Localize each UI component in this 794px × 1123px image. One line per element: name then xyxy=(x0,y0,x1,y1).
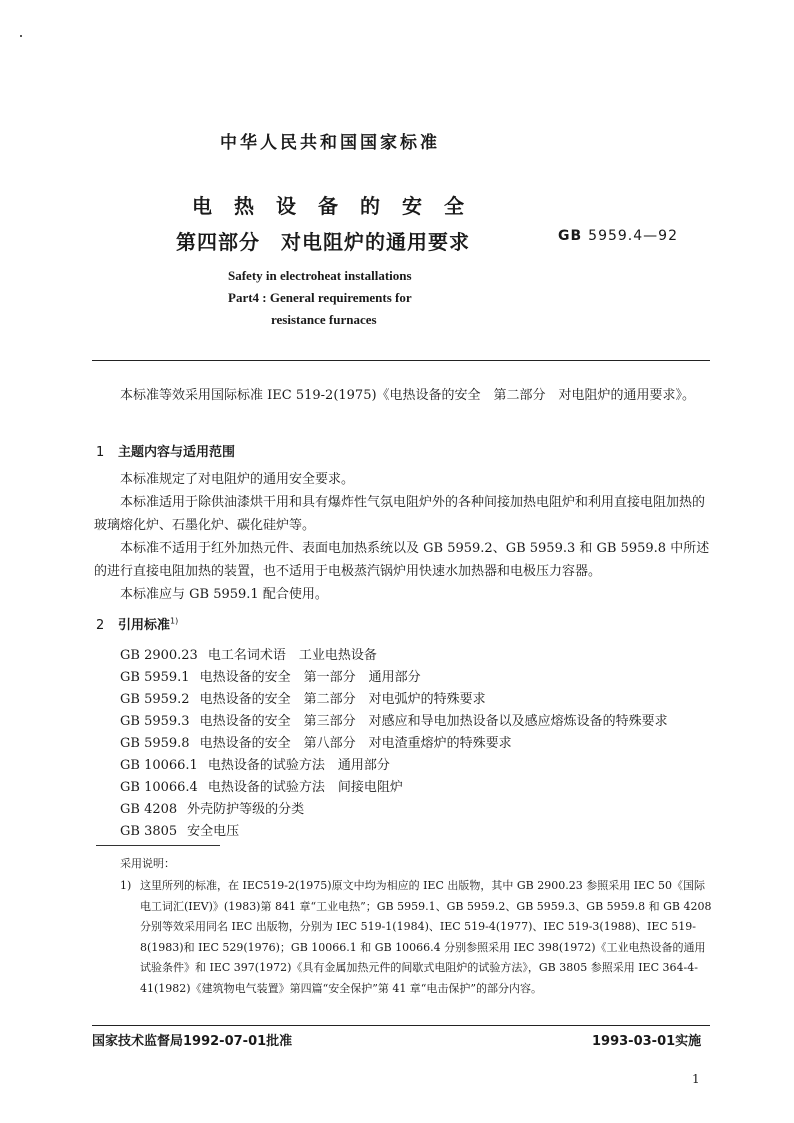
reference-title: 外壳防护等级的分类 xyxy=(187,802,305,817)
english-title-line-2: Part4 : General requirements for xyxy=(228,290,412,305)
intro-paragraph: 本标准等效采用国际标准 IEC 519-2(1975)《电热设备的安全 第二部分 对电阻炉的通用要求》。 xyxy=(120,388,696,403)
reference-code: GB 2900.23 xyxy=(120,648,198,663)
reference-title: 电工名词术语 工业电热设备 xyxy=(207,648,377,663)
section-1-title: 主题内容与适用范围 xyxy=(118,445,236,460)
section-1-heading xyxy=(96,441,235,460)
approval-date: 国家技术监督局1992-07-01批准 xyxy=(92,1034,293,1049)
adoption-note-text: 这里所列的标准，在 IEC519-2(1975)原文中均为相应的 IEC 出版物，其中 GB 2900.23 参照采用 IEC 50《国际电工词汇(IEV)》(1983)第 841 章“工业电热”；GB 5959.1、GB 5959.2、GB 5959.3、GB 5959.8 和 GB 4208 分别等效采用同名 IEC 出版物，分别为 IEC 519-1(1984)、IEC 519-4(1977)、IEC 519-3(1988)、IEC 519-8(1983)和 IEC 529(1976)；GB 10066.1 和 GB 10066.4 分别参照采用 IEC 398(1972)《工业电热设备的通用试验条件》和 IEC 397(1972)《具有金属加热元件的间歇式电阻炉的试验方法》，GB 3805 参照采用 IEC 364-4-41(1982)《建筑物电气装置》第四篇“安全保护”第 41 章“电击保护”的部分内容。 xyxy=(140,879,712,995)
section-2-title: 引用标准 xyxy=(118,618,171,633)
header-divider xyxy=(92,360,710,361)
reference-title: 电热设备的安全 第一部分 通用部分 xyxy=(199,670,421,685)
reference-code: GB 5959.3 xyxy=(120,714,190,729)
national-standard-heading: 中华人民共和国国家标准 xyxy=(220,133,440,153)
section-1-paragraph-3: 本标准不适用于红外加热元件、表面电加热系统以及 GB 5959.2、GB 5959.3 和 GB 5959.8 中所述的进行直接电阻加热的装置，也不适用于电极蒸汽锅炉用快速水加热器和电极压力容器。 xyxy=(94,541,710,579)
implementation-date: 1993-03-01实施 xyxy=(592,1034,702,1049)
section-1-paragraph-4: 本标准应与 GB 5959.1 配合使用。 xyxy=(120,587,328,602)
standard-code xyxy=(558,228,678,244)
reference-title: 安全电压 xyxy=(187,824,240,839)
reference-code: GB 10066.1 xyxy=(120,758,198,773)
section-2-heading xyxy=(96,614,178,633)
reference-title: 电热设备的安全 第八部分 对电渣重熔炉的特殊要求 xyxy=(199,736,512,751)
document-subtitle: 第四部分 对电阻炉的通用要求 xyxy=(176,230,470,254)
section-2-number: 2 xyxy=(96,618,105,633)
english-title-line-1: Safety in electroheat installations xyxy=(228,268,412,283)
page-number: 1 xyxy=(692,1072,700,1086)
reference-item xyxy=(120,688,486,707)
section-1-number: 1 xyxy=(96,445,105,460)
footer-divider xyxy=(92,1025,710,1026)
reference-item xyxy=(120,666,421,685)
adoption-note-title: 采用说明： xyxy=(120,857,175,870)
reference-code: GB 5959.2 xyxy=(120,692,190,707)
reference-item xyxy=(120,820,239,839)
english-title-line-3: resistance furnaces xyxy=(271,312,377,327)
adoption-note-number: 1) xyxy=(120,879,132,892)
reference-item xyxy=(120,798,304,817)
reference-title: 电热设备的试验方法 通用部分 xyxy=(207,758,390,773)
footnote-divider xyxy=(96,845,220,846)
reference-code: GB 4208 xyxy=(120,802,178,817)
standard-number: 5959.4—92 xyxy=(588,228,678,244)
reference-code: GB 5959.1 xyxy=(120,670,190,685)
reference-code: GB 3805 xyxy=(120,824,178,839)
section-1-paragraph-1: 本标准规定了对电阻炉的通用安全要求。 xyxy=(120,472,355,487)
scan-speck xyxy=(20,35,22,37)
section-1-paragraph-2: 本标准适用于除供油漆烘干用和具有爆炸性气氛电阻炉外的各种间接加热电阻炉和利用直接电阻加热的玻璃熔化炉、石墨化炉、碳化硅炉等。 xyxy=(94,495,706,533)
standard-prefix: GB xyxy=(558,228,583,244)
reference-code: GB 10066.4 xyxy=(120,780,198,795)
reference-code: GB 5959.8 xyxy=(120,736,190,751)
adoption-note xyxy=(120,876,712,999)
reference-title: 电热设备的安全 第三部分 对感应和导电加热设备以及感应熔炼设备的特殊要求 xyxy=(199,714,668,729)
document-title: 电热设备的安全 xyxy=(192,194,486,218)
reference-item xyxy=(120,732,512,751)
reference-item xyxy=(120,644,377,663)
reference-title: 电热设备的安全 第二部分 对电弧炉的特殊要求 xyxy=(199,692,486,707)
footnote-mark: 1) xyxy=(170,616,179,626)
reference-item xyxy=(120,776,403,795)
reference-item xyxy=(120,710,668,729)
reference-item xyxy=(120,754,390,773)
reference-title: 电热设备的试验方法 间接电阻炉 xyxy=(207,780,403,795)
